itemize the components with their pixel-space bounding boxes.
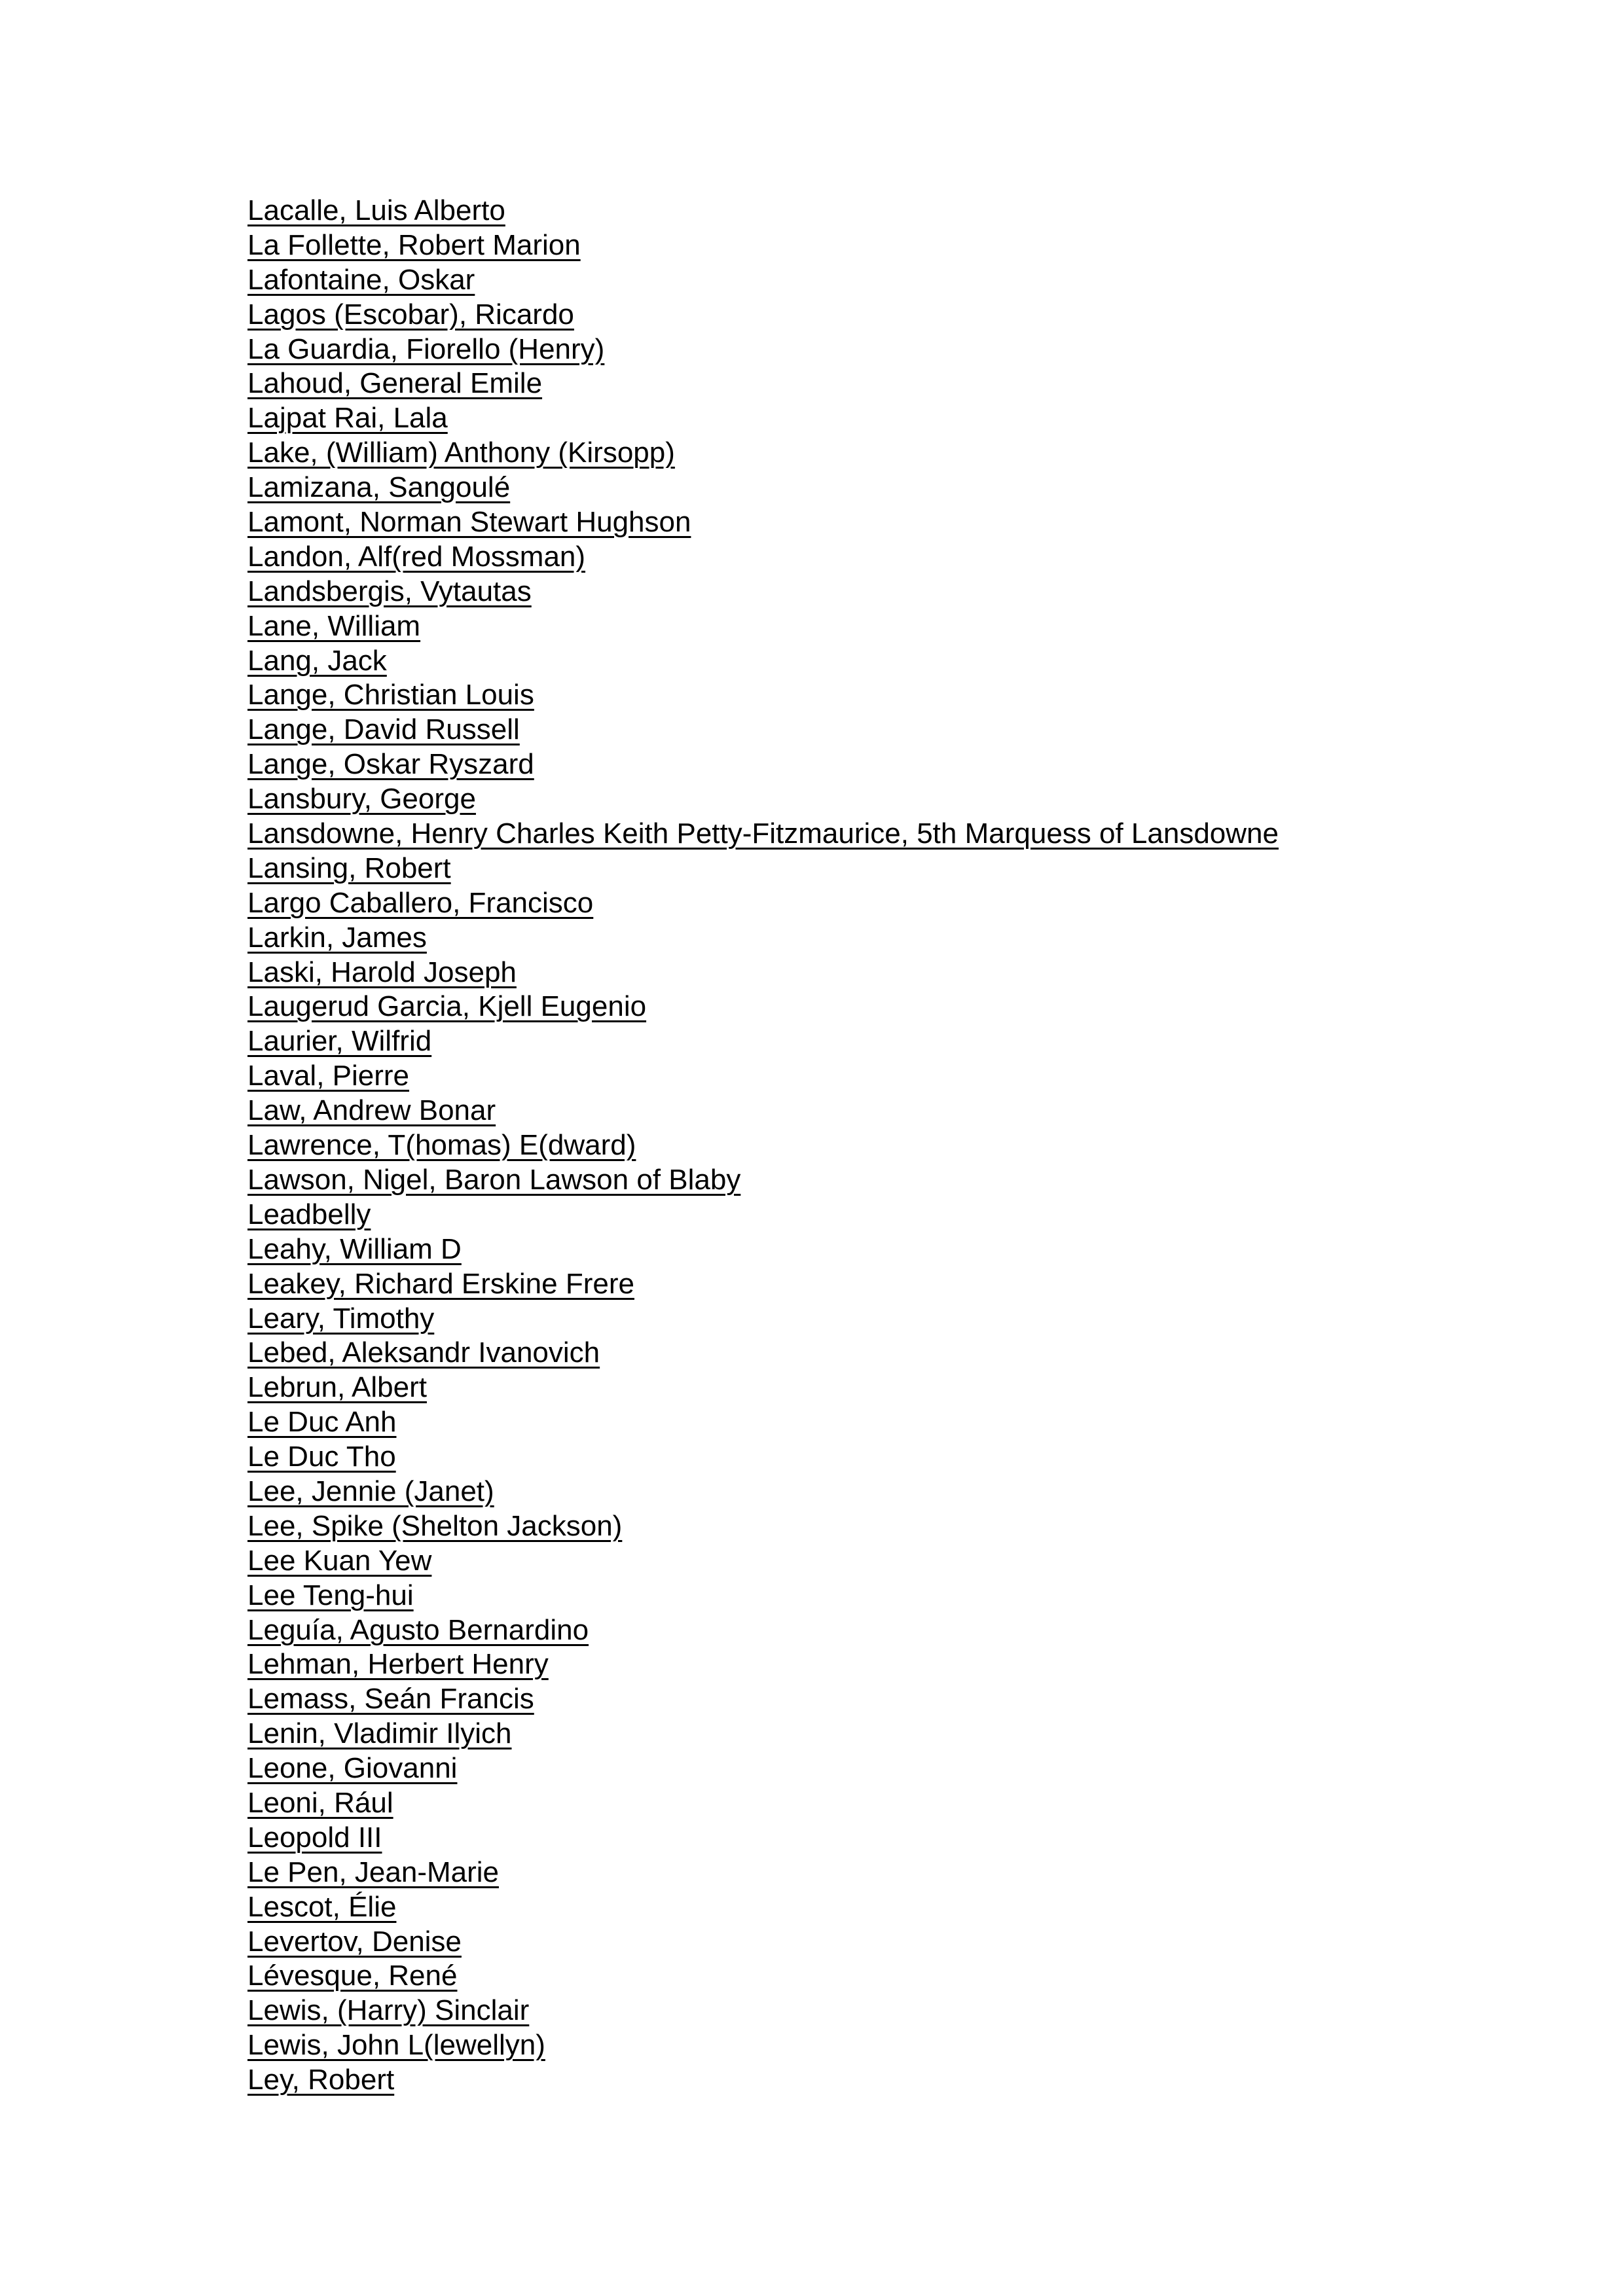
entry-link[interactable]: Landsbergis, Vytautas [247,575,532,607]
list-item [247,1198,1279,1232]
entry-link[interactable]: Le Pen, Jean-Marie [247,1856,499,1888]
list-item [247,1647,1279,1682]
list-item [247,1925,1279,1960]
entry-link[interactable]: Lee, Spike (Shelton Jackson) [247,1509,623,1542]
entry-link[interactable]: Lewis, John L(lewellyn) [247,2029,545,2062]
entry-link[interactable]: Lemass, Seán Francis [247,1683,534,1715]
entry-link[interactable]: Lange, David Russell [247,713,520,746]
entry-link[interactable]: Leguía, Agusto Bernardino [247,1613,589,1646]
list-item [247,1509,1279,1544]
entry-link[interactable]: Lajpat Rai, Lala [247,402,448,435]
entry-link[interactable]: Leahy, William D [247,1232,462,1265]
list-item [247,505,1279,540]
list-item [247,1163,1279,1198]
list-item [247,1475,1279,1509]
list-item [247,990,1279,1024]
entry-link[interactable]: Lahoud, General Emile [247,367,543,400]
entry-link[interactable]: Lane, William [247,609,421,642]
entry-link[interactable]: Lawrence, T(homas) E(dward) [247,1129,636,1162]
entry-link[interactable]: Ley, Robert [247,2064,395,2096]
entry-link[interactable]: Lacalle, Luis Alberto [247,194,505,226]
list-item [247,1890,1279,1925]
list-item [247,1856,1279,1890]
list-item [247,1094,1279,1128]
entry-link[interactable]: Lafontaine, Oskar [247,263,475,296]
list-item [247,678,1279,713]
entry-link[interactable]: Lagos (Escobar), Ricardo [247,298,574,331]
list-item [247,747,1279,782]
entry-link[interactable]: Leone, Giovanni [247,1752,458,1785]
list-item [247,1613,1279,1648]
list-item [247,1059,1279,1094]
list-item [247,886,1279,921]
entry-link[interactable]: Lake, (William) Anthony (Kirsopp) [247,437,675,469]
list-item [247,713,1279,747]
list-item [247,782,1279,817]
entry-link[interactable]: Lenin, Vladimir Ilyich [247,1717,512,1750]
entry-link-list [247,194,1279,2098]
entry-link[interactable]: Leadbelly [247,1198,371,1230]
entry-link[interactable]: Lévesque, René [247,1960,458,1992]
list-item [247,921,1279,956]
list-item [247,1994,1279,2028]
list-item [247,298,1279,332]
list-item [247,1682,1279,1717]
list-item [247,1751,1279,1786]
list-item [247,1959,1279,1994]
entry-link[interactable]: Lawson, Nigel, Baron Lawson of Blaby [247,1163,741,1196]
list-item [247,644,1279,679]
entry-link[interactable]: Lescot, Élie [247,1890,397,1923]
list-item [247,471,1279,505]
list-item [247,332,1279,367]
entry-link[interactable]: Larkin, James [247,921,427,954]
list-item [247,1267,1279,1302]
list-item [247,263,1279,298]
list-item [247,1405,1279,1440]
entry-link[interactable]: Laski, Harold Joseph [247,956,517,988]
list-item [247,956,1279,990]
entry-link[interactable]: Leopold III [247,1821,382,1854]
list-item [247,1717,1279,1751]
list-item [247,1544,1279,1579]
list-item [247,1786,1279,1821]
list-item [247,817,1279,852]
list-item [247,1302,1279,1336]
list-item [247,1579,1279,1613]
entry-link[interactable]: Lehman, Herbert Henry [247,1648,549,1681]
entry-link[interactable]: Lamizana, Sangoulé [247,471,511,504]
entry-link[interactable]: Laugerud Garcia, Kjell Eugenio [247,990,647,1023]
entry-link[interactable]: Lee, Jennie (Janet) [247,1475,494,1507]
entry-link[interactable]: Lamont, Norman Stewart Hughson [247,506,691,539]
entry-link[interactable]: Landon, Alf(red Mossman) [247,540,586,573]
entry-link[interactable]: Lee Teng-hui [247,1579,414,1611]
list-item [247,609,1279,644]
entry-link[interactable]: Levertov, Denise [247,1925,462,1958]
list-item [247,1371,1279,1405]
entry-link[interactable]: Le Duc Tho [247,1441,396,1473]
entry-link[interactable]: Leakey, Richard Erskine Frere [247,1267,634,1300]
list-item [247,1440,1279,1475]
entry-link[interactable]: Lansbury, George [247,783,476,816]
list-item [247,367,1279,401]
entry-link[interactable]: Lebed, Aleksandr Ivanovich [247,1336,600,1369]
list-item [247,436,1279,471]
list-item [247,1821,1279,1856]
entry-link[interactable]: Laval, Pierre [247,1060,410,1092]
entry-link[interactable]: Lansing, Robert [247,852,451,884]
list-item [247,1232,1279,1267]
entry-link[interactable]: Leary, Timothy [247,1302,435,1335]
entry-link[interactable]: Le Duc Anh [247,1406,397,1439]
list-item [247,401,1279,436]
list-item [247,852,1279,886]
entry-link[interactable]: Lansdowne, Henry Charles Keith Petty-Fitzmaurice, 5th Marquess of Lansdowne [247,817,1279,850]
list-item [247,2028,1279,2063]
list-item [247,194,1279,228]
entry-link[interactable]: Law, Andrew Bonar [247,1094,496,1127]
entry-link[interactable]: Leoni, Rául [247,1786,393,1819]
entry-link[interactable]: La Follette, Robert Marion [247,228,581,261]
list-item [247,2063,1279,2098]
list-item [247,1336,1279,1371]
list-item [247,1128,1279,1163]
entry-link[interactable]: Lewis, (Harry) Sinclair [247,1994,530,2027]
list-item [247,575,1279,609]
entry-link[interactable]: Lang, Jack [247,644,387,677]
entry-link[interactable]: La Guardia, Fiorello (Henry) [247,332,605,365]
entry-link[interactable]: Lee Kuan Yew [247,1544,432,1577]
entry-link[interactable]: Lebrun, Albert [247,1371,427,1404]
list-item [247,228,1279,263]
list-item [247,540,1279,575]
entry-link[interactable]: Lange, Oskar Ryszard [247,748,534,781]
entry-link[interactable]: Laurier, Wilfrid [247,1025,432,1058]
entry-link[interactable]: Lange, Christian Louis [247,679,534,711]
entry-link[interactable]: Largo Caballero, Francisco [247,886,594,919]
list-item [247,1024,1279,1059]
